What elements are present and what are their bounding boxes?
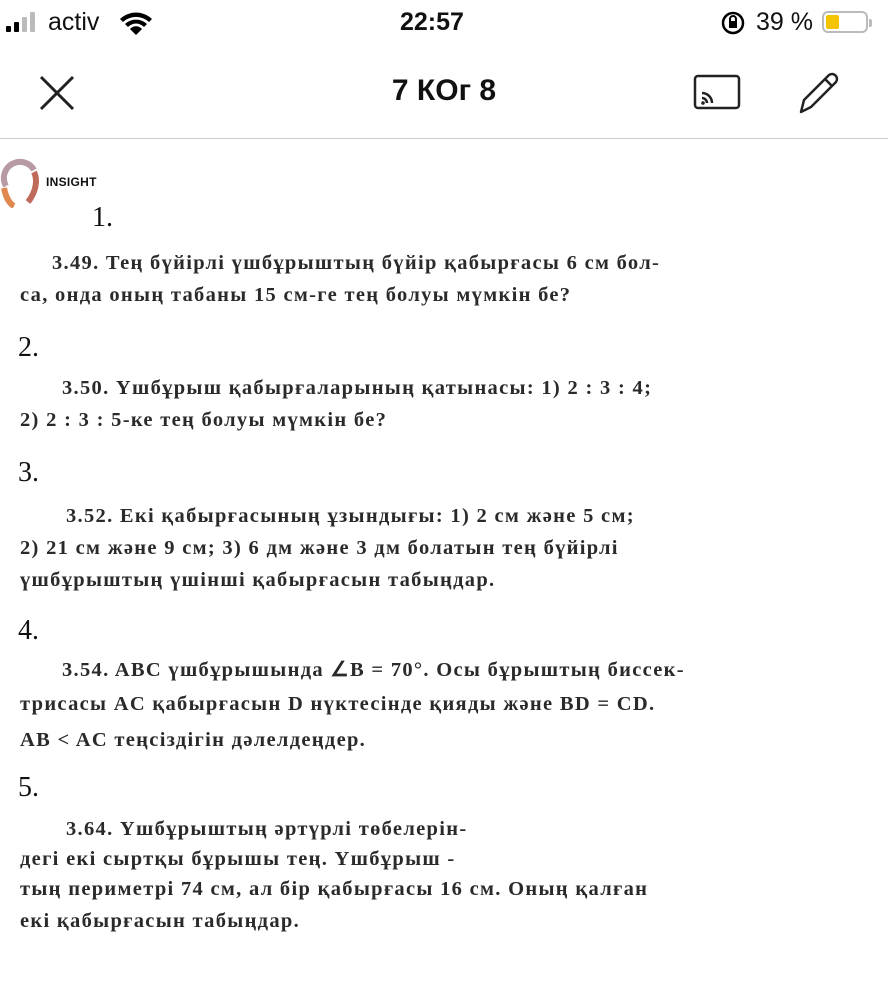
- problem-line: 3.54. ABC үшбұрышында ∠B = 70°. Осы бұрыштың биссек-: [62, 659, 685, 681]
- problem-line: са, онда оның табаны 15 см-ге тең болуы мүмкін бе?: [20, 284, 572, 306]
- cast-icon[interactable]: [693, 74, 741, 110]
- problem-line: AB < AC теңсіздігін дәлелдеңдер.: [20, 729, 367, 751]
- problem-number: 4.: [18, 615, 39, 646]
- carrier-name: activ: [48, 8, 100, 36]
- problem-number: 3.: [18, 457, 39, 488]
- nav-bar: [0, 46, 888, 139]
- problem-line: 2) 2 : 3 : 5-ке тең болуы мүмкін бе?: [20, 409, 388, 431]
- clock: 22:57: [400, 8, 464, 36]
- problem-line: 3.50. Үшбұрыш қабырғаларының қатынасы: 1) 2 : 3 : 4;: [62, 377, 653, 399]
- battery-icon: [822, 11, 868, 33]
- logo-text: INSIGHT: [46, 175, 97, 189]
- problem-line: 3.52. Екі қабырғасының ұзындығы: 1) 2 см және 5 см;: [66, 505, 635, 527]
- problem-line: 3.64. Үшбұрыштың әртүрлі төбелерін-: [66, 818, 468, 840]
- problem-line: 3.49. Тең бүйірлі үшбұрыштың бүйір қабырғасы 6 см бол-: [52, 252, 661, 274]
- page-title: 7 КОг 8: [391, 74, 497, 107]
- signal-icon: [6, 12, 35, 32]
- problem-line: үшбұрыштың үшінші қабырғасын табыңдар.: [20, 569, 496, 591]
- problem-number: 2.: [18, 332, 39, 363]
- pencil-icon[interactable]: [795, 68, 843, 116]
- problem-line: дегі екі сыртқы бұрышы тең. Үшбұрыш -: [20, 848, 456, 870]
- wifi-icon: [118, 10, 154, 36]
- status-bar: [0, 0, 888, 46]
- problem-number: 5.: [18, 772, 39, 803]
- problem-line: екі қабырғасын табыңдар.: [20, 910, 301, 932]
- problem-line: тың периметрі 74 см, ал бір қабырғасы 16 см. Оның қалған: [20, 878, 649, 900]
- problem-number: 1.: [92, 202, 113, 233]
- battery-percent: 39 %: [756, 8, 813, 36]
- rotation-lock-icon: [720, 10, 746, 36]
- problem-line: трисасы AC қабырғасын D нүктесінде қияды және BD = CD.: [20, 693, 656, 715]
- problem-line: 2) 21 см және 9 см; 3) 6 дм және 3 дм болатын тең бүйірлі: [20, 537, 619, 559]
